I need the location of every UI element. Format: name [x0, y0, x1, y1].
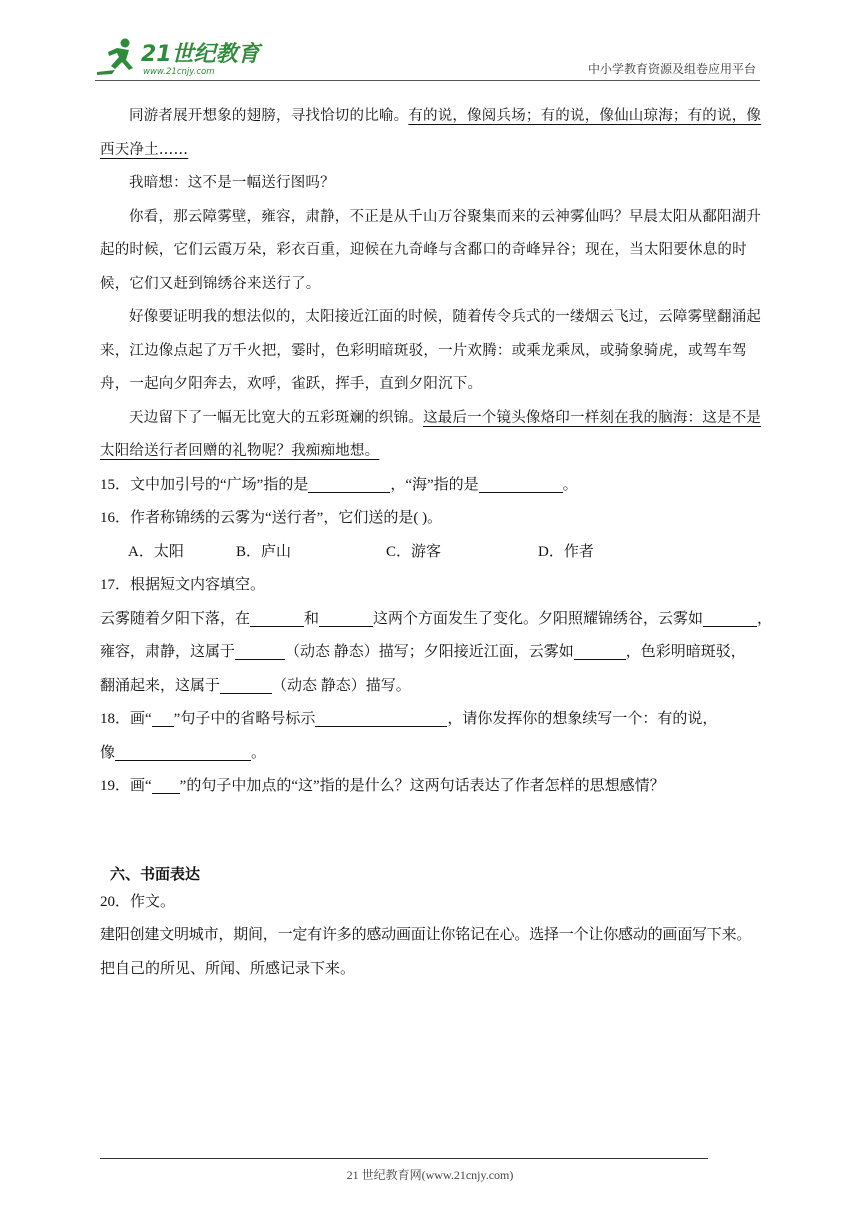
question-18	[100, 703, 762, 737]
q16-option-a[interactable]: A．太阳	[128, 543, 184, 560]
footer-text: 21 世纪教育网(www.21cnjy.com)	[346, 1168, 514, 1182]
q16-option-d[interactable]: D．作者	[538, 543, 594, 560]
q17-blank-2[interactable]	[319, 608, 373, 627]
q17-l3-a: 翻涌起来，这属于	[100, 677, 221, 694]
header-platform-name: 中小学教育资源及组卷应用平台	[587, 62, 756, 76]
passage-paragraph-3: 你看，那云障雾壁，雍容，肃静，不正是从千山万谷聚集而来的云神雾仙吗？早晨太阳从鄱阳湖升起的时候，它们云霞万朵，彩衣百重，迎候在九奇峰与含鄱口的奇峰异谷；现在，当太阳要休息的时候，它们又赶到锦绣谷来送行了。	[100, 208, 762, 292]
q15-text-c: 。	[562, 476, 578, 493]
q20-prompt-line-1: 建阳创建文明城市，期间，一定有许多的感动画面让你铭记在心。选择一个让你感动的画面写下来。	[100, 927, 752, 943]
p1-underlined-text: 有的说，像阅兵场；有的说，像仙山琼海；有的说，像西天净土……	[100, 108, 762, 158]
q17-l2-b: （动态 静态）描写；夕阳接近江面，云雾如	[285, 644, 574, 660]
answer-space[interactable]	[100, 804, 762, 862]
q19-text-a: 19．画“	[100, 778, 152, 794]
question-19	[100, 770, 762, 804]
q15-text-b: ，“海”指的是	[390, 476, 479, 493]
passage-paragraph-4: 好像要证明我的想法似的，太阳接近江面的时候，随着传令兵式的一缕烟云飞过，云障雾壁翻涌起来，江边像点起了万千火把，霎时，色彩明暗斑驳，一片欢腾：或乘龙乘凤，或骑象骑虎，或驾车驾舟，一起向夕阳奔去，欢呼，雀跃，挥手，直到夕阳沉下。	[100, 309, 762, 392]
q15-blank-2[interactable]	[479, 474, 563, 493]
q18-blank-1[interactable]	[315, 708, 447, 727]
q20-prompt-line-2: 把自己的所见、所闻、所感记录下来。	[100, 960, 356, 977]
q16-option-c[interactable]: C．游客	[386, 543, 442, 560]
q17-blank-6[interactable]	[220, 675, 272, 694]
q17-line-2	[100, 636, 762, 670]
q15-text-a: 15．文中加引号的“广场”指的是	[100, 476, 309, 493]
p5-underlined-text: 这最后一个镜头像烙印一样刻在我的脑海：这是不是太阳给送行者回赠的礼物呢？我痴痴地想。	[100, 409, 762, 459]
q17-blank-4[interactable]	[235, 641, 285, 660]
passage-paragraph-1	[100, 100, 762, 167]
question-17: 17．根据短文内容填空。	[100, 577, 266, 593]
q18-underline-mark	[152, 708, 174, 727]
question-20: 20．作文。	[100, 893, 176, 910]
logo-url: www.21cnjy.com	[143, 67, 215, 77]
q15-blank-1[interactable]	[308, 474, 390, 493]
q17-l2-c: ，色彩明暗斑驳，	[625, 644, 746, 660]
q17-l1-d: ，	[757, 610, 773, 627]
q19-underline-mark	[152, 775, 180, 794]
q18-text-a: 18．画“	[100, 711, 152, 727]
footer-divider	[100, 1158, 708, 1159]
q18-line-2	[100, 737, 762, 771]
page-header	[95, 36, 760, 81]
question-15	[100, 469, 762, 503]
section-6-title: 六、书面表达	[110, 864, 201, 883]
p1-text: 同游者展开想象的翅膀，寻找恰切的比喻。	[129, 108, 409, 124]
q17-l3-b: （动态 静态）描写。	[272, 677, 411, 694]
q18-text-d: 像	[100, 744, 116, 761]
document-body	[100, 100, 773, 986]
passage-paragraph-2: 我暗想：这不是一幅送行图吗？	[129, 175, 335, 191]
q18-text-c: ，请你发挥你的想象续写一个：有的说，	[447, 711, 718, 727]
q18-text-e: 。	[251, 744, 267, 761]
q17-line-1	[100, 603, 773, 637]
p5-text: 天边留下了一幅无比宽大的五彩斑斓的织锦。	[129, 409, 423, 426]
question-16: 16．作者称锦绣的云雾为“送行者”，它们送的是( )。	[100, 510, 443, 526]
q17-l1-a: 云雾随着夕阳下落，在	[100, 610, 251, 627]
passage-paragraph-5	[100, 402, 762, 469]
q17-l1-c: 这两个方面发生了变化。夕阳照耀锦绣谷，云雾如	[373, 610, 704, 627]
q18-blank-2[interactable]	[115, 742, 251, 761]
q17-l1-b: 和	[304, 610, 320, 627]
q17-blank-5[interactable]	[574, 641, 626, 660]
q17-blank-3[interactable]	[703, 608, 757, 627]
q16-option-b[interactable]: B．庐山	[236, 543, 292, 560]
q17-blank-1[interactable]	[250, 608, 304, 627]
logo-21cnjy	[95, 36, 265, 78]
q16-options	[100, 536, 762, 570]
q19-text-b: ”的句子中加点的“这”指的是什么？这两句话表达了作者怎样的思想感情？	[179, 778, 665, 794]
q17-l2-a: 雍容，肃静，这属于	[100, 644, 236, 660]
q17-line-3	[100, 670, 762, 704]
logo-text: 21世纪教育	[141, 42, 260, 67]
q18-text-b: ”句子中的省略号标示	[173, 711, 316, 727]
